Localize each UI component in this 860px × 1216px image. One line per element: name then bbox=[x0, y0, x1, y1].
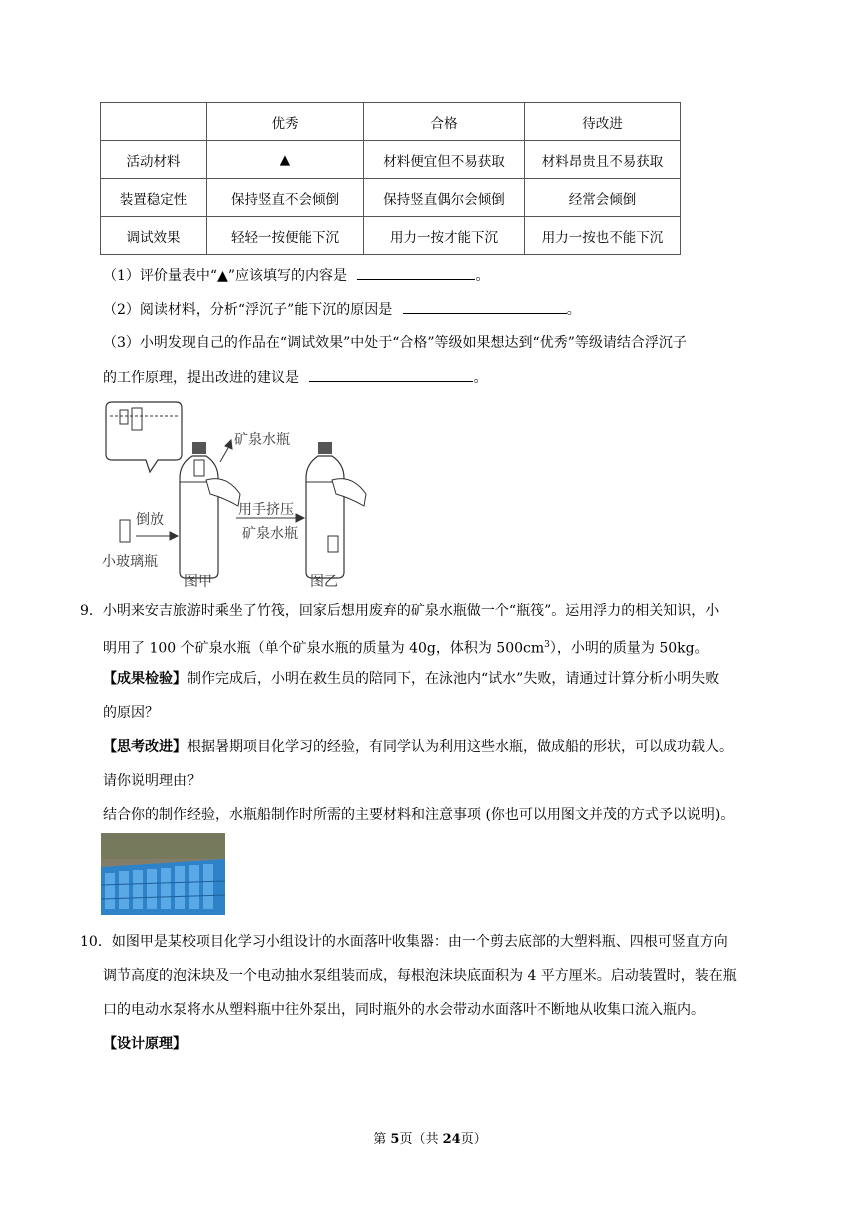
table-header-cell bbox=[101, 103, 207, 141]
q9-line-2 bbox=[103, 635, 709, 659]
table-cell: 材料便宜但不易获取 bbox=[364, 141, 525, 179]
q9-line-6: 请你说明理由？ bbox=[103, 773, 201, 789]
q9-line-5 bbox=[103, 737, 733, 757]
table-cell: 材料昂贵且不易获取 bbox=[525, 141, 681, 179]
q9-line-2-text: 明用了 100 个矿泉水瓶（单个矿泉水瓶的质量为 40g，体积为 500cm bbox=[103, 640, 545, 657]
footer-prefix: 第 bbox=[373, 1132, 391, 1147]
q9-line-3-text: 制作完成后，小明在救生员的陪同下，在泳池内“试水”失败，请通过计算分析小明失败 bbox=[187, 671, 720, 687]
footer-middle: 页（共 bbox=[399, 1132, 443, 1147]
q10-line-1: 10．如图甲是某校项目化学习小组设计的水面落叶收集器：由一个剪去底部的大塑料瓶、四根可竖直方向 bbox=[80, 934, 728, 950]
callout-bubble bbox=[106, 402, 182, 472]
period: 。 bbox=[475, 268, 490, 284]
label-squeeze-bottle: 矿泉水瓶 bbox=[242, 526, 298, 542]
question-3-line-2 bbox=[103, 367, 487, 388]
table-cell: 轻轻一按便能下沉 bbox=[207, 217, 364, 255]
table-cell: 保持竖直偶尔会倾倒 bbox=[364, 179, 525, 217]
period: 。 bbox=[473, 370, 488, 386]
q9-line-4: 的原因？ bbox=[103, 705, 159, 721]
table-header-cell: 合格 bbox=[364, 103, 525, 141]
table-header-cell: 待改进 bbox=[525, 103, 681, 141]
table-row bbox=[101, 179, 681, 217]
table-cell: 装置稳定性 bbox=[101, 179, 207, 217]
question-2-text: （2）阅读材料，分析“浮沉子”能下沉的原因是 bbox=[103, 302, 393, 318]
total-pages: 24 bbox=[442, 1132, 461, 1147]
q10-line-3: 口的电动水泵将水从塑料瓶中往外泵出，同时瓶外的水会带动水面落叶不断地从收集口流入瓶内。 bbox=[103, 1002, 705, 1018]
q9-line-7: 结合你的制作经验，水瓶船制作时所需的主要材料和注意事项 (你也可以用图文并茂的方式予以说明)。 bbox=[103, 807, 735, 823]
section-tag-reflection: 【思考改进】 bbox=[103, 739, 187, 755]
table-cell: 用力一按也不能下沉 bbox=[525, 217, 681, 255]
label-mineral-bottle: 矿泉水瓶 bbox=[234, 432, 290, 448]
label-invert: 倒放 bbox=[136, 512, 164, 528]
answer-blank-3[interactable] bbox=[309, 367, 473, 382]
bottle-raft-photo bbox=[101, 833, 225, 915]
table-cell: 用力一按才能下沉 bbox=[364, 217, 525, 255]
page-footer bbox=[0, 1128, 860, 1147]
q9-line-1: 9．小明来安吉旅游时乘坐了竹筏，回家后想用废弃的矿泉水瓶做一个“瓶筏”。运用浮力的相关知识，小 bbox=[80, 603, 720, 619]
question-1 bbox=[103, 265, 489, 286]
table-cell: ▲ bbox=[207, 141, 364, 179]
table-cell: 保持竖直不会倾倒 bbox=[207, 179, 364, 217]
q10-design-principle: 【设计原理】 bbox=[103, 1036, 187, 1052]
cartesian-diver-figure bbox=[100, 398, 382, 590]
label-squeeze: 用手挤压 bbox=[238, 502, 294, 518]
q10-line-2: 调节高度的泡沫块及一个电动抽水泵组装而成，每根泡沫块底面积为 4 平方厘米。启动装置时，装在瓶 bbox=[103, 968, 737, 984]
bottle-a bbox=[180, 442, 240, 578]
rubric-table bbox=[100, 102, 681, 255]
caption-figure-a: 图甲 bbox=[184, 574, 212, 590]
bottle-b bbox=[306, 442, 366, 578]
question-3-text-cont: 的工作原理，提出改进的建议是 bbox=[103, 370, 299, 386]
question-2 bbox=[103, 299, 581, 320]
answer-blank-1[interactable] bbox=[357, 265, 475, 280]
section-tag-result-check: 【成果检验】 bbox=[103, 671, 187, 687]
table-row bbox=[101, 141, 681, 179]
question-1-text: （1）评价量表中“▲”应该填写的内容是 bbox=[103, 268, 347, 284]
table-cell: 经常会倾倒 bbox=[525, 179, 681, 217]
superscript: 3 bbox=[544, 640, 550, 650]
page-number: 5 bbox=[390, 1132, 400, 1147]
table-cell: 活动材料 bbox=[101, 141, 207, 179]
table-cell: 调试效果 bbox=[101, 217, 207, 255]
footer-suffix: 页） bbox=[460, 1132, 487, 1147]
caption-figure-b: 图乙 bbox=[310, 574, 338, 590]
table-header-row bbox=[101, 103, 681, 141]
question-3-text: （3）小明发现自己的作品在“调试效果”中处于“合格”等级如果想达到“优秀”等级请结合浮沉子 bbox=[103, 335, 687, 351]
small-vial-shape bbox=[120, 520, 130, 542]
label-small-vial: 小玻璃瓶 bbox=[102, 554, 158, 570]
q9-line-5-text: 根据暑期项目化学习的经验，有同学认为利用这些水瓶，做成船的形状，可以成功载人。 bbox=[187, 739, 733, 755]
answer-blank-2[interactable] bbox=[403, 299, 567, 314]
period: 。 bbox=[566, 302, 581, 318]
table-row bbox=[101, 217, 681, 255]
q9-line-2-text-end: ），小明的质量为 50kg。 bbox=[549, 640, 709, 657]
table-header-cell: 优秀 bbox=[207, 103, 364, 141]
q9-line-3 bbox=[103, 669, 719, 689]
question-3-line-1 bbox=[103, 333, 687, 353]
